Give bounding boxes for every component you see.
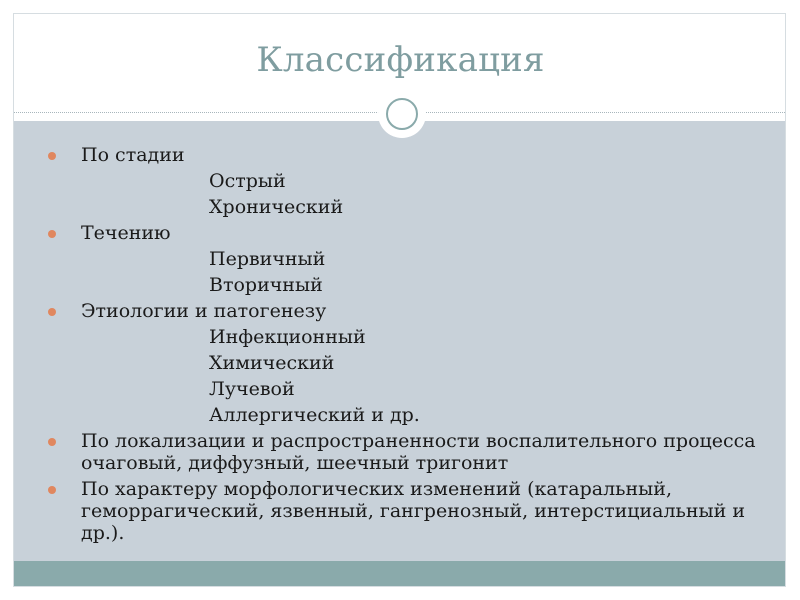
list-item-morphology: [14, 476, 786, 546]
list-item-localization: [14, 428, 786, 476]
list-item-stage: [14, 142, 786, 168]
sub-item-text: Острый: [209, 170, 286, 192]
bullet-dot-icon: [48, 438, 56, 446]
list-item-text: Этиологии и патогенезу: [81, 300, 327, 322]
circle-ornament-inner: [386, 98, 418, 130]
sub-item-text: Первичный: [209, 248, 326, 270]
sub-item-infectious: [14, 324, 786, 350]
sub-item-text: Химический: [209, 352, 335, 374]
bottom-band: [14, 561, 786, 587]
sub-item-text: Вторичный: [209, 274, 323, 296]
sub-item-text: Хронический: [209, 196, 344, 218]
sub-item-chemical: [14, 350, 786, 376]
bullet-dot-icon: [48, 152, 56, 160]
sub-item-text: Инфекционный: [209, 326, 366, 348]
sub-item-allergic: [14, 402, 786, 428]
list-item-text: По стадии: [81, 144, 185, 166]
slide: [13, 13, 786, 587]
sub-item-primary: [14, 246, 786, 272]
bullet-dot-icon: [48, 230, 56, 238]
list-item-text: По локализации и распространенности воспалительного процесса очаговый, диффузный, шеечный тригонит: [81, 430, 756, 474]
sub-item-acute: [14, 168, 786, 194]
slide-content: [14, 142, 786, 546]
sub-item-secondary: [14, 272, 786, 298]
bullet-dot-icon: [48, 486, 56, 494]
bullet-dot-icon: [48, 308, 56, 316]
sub-item-text: Аллергический и др.: [209, 404, 420, 426]
sub-item-chronic: [14, 194, 786, 220]
list-item-text: По характеру морфологических изменений (катаральный, геморрагический, язвенный, гангренозный, интерстициальный и др.).: [81, 478, 746, 544]
slide-title: Классификация: [256, 40, 545, 80]
list-item-etiology: [14, 298, 786, 324]
circle-ornament-icon: [378, 90, 426, 138]
sub-item-radiation: [14, 376, 786, 402]
list-item-course: [14, 220, 786, 246]
sub-item-text: Лучевой: [209, 378, 295, 400]
list-item-text: Течению: [81, 222, 171, 244]
